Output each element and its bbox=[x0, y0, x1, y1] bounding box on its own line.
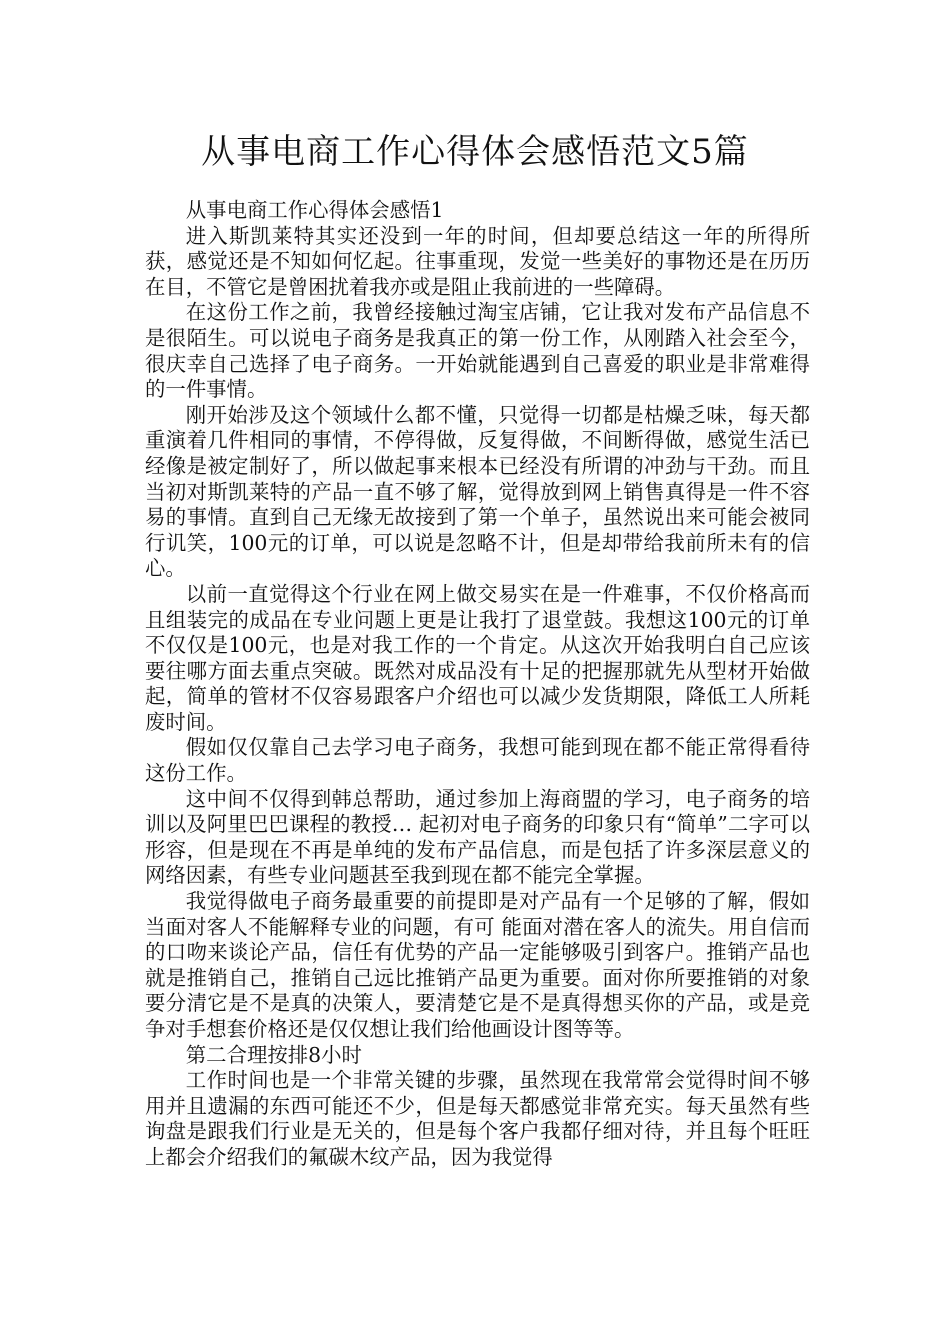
document-body bbox=[145, 198, 810, 1171]
paragraph: 以前一直觉得这个行业在网上做交易实在是一件难事，不仅价格高而且组装完的成品在专业问题上更是让我打了退堂鼓。我想这100元的订单不仅仅是100元，也是对我工作的一个肯定。从这次开始我明白自己应该要往哪方面去重点突破。既然对成品没有十足的把握那就先从型材开始做起，简单的管材不仅容易跟客户介绍也可以减少发货期限，降低工人所耗废时间。 bbox=[145, 581, 810, 734]
paragraph: 假如仅仅靠自己去学习电子商务，我想可能到现在都不能正常得看待这份工作。 bbox=[145, 735, 810, 786]
section-heading: 从事电商工作心得体会感悟1 bbox=[185, 198, 444, 222]
document-title: 从事电商工作心得体会感悟范文5篇 bbox=[201, 132, 749, 172]
paragraph: 刚开始涉及这个领域什么都不懂，只觉得一切都是枯燥乏味，每天都重演着几件相同的事情，不停得做，反复得做，不间断得做，感觉生活已经像是被定制好了，所以做起事来根本已经没有所谓的冲劲与干劲。而且当初对斯凯莱特的产品一直不够了解，觉得放到网上销售真得是一件不容易的事情。直到自己无缘无故接到了第一个单子，虽然说出来可能会被同行讥笑，100元的订单，可以说是忽略不计，但是却带给我前所未有的信心。 bbox=[145, 402, 810, 581]
paragraph: 这中间不仅得到韩总帮助，通过参加上海商盟的学习，电子商务的培训以及阿里巴巴课程的教授… 起初对电子商务的印象只有“简单”二字可以形容，但是现在不再是单纯的发布产品信息，而是包括了许多深层意义的网络因素，有些专业问题甚至我到现在都不能完全掌握。 bbox=[145, 786, 810, 888]
paragraph: 在这份工作之前，我曾经接触过淘宝店铺，它让我对发布产品信息不是很陌生。可以说电子商务是我真正的第一份工作，从刚踏入社会至今，很庆幸自己选择了电子商务。一开始就能遇到自己喜爱的职业是非常难得的一件事情。 bbox=[145, 300, 810, 402]
paragraph: 进入斯凯莱特其实还没到一年的时间，但却要总结这一年的所得所获，感觉还是不知如何忆起。往事重现，发觉一些美好的事物还是在历历在目，不管它是曾困扰着我亦或是阻止我前进的一些障碍。 bbox=[145, 223, 810, 299]
paragraph: 工作时间也是一个非常关键的步骤，虽然现在我常常会觉得时间不够用并且遗漏的东西可能还不少，但是每天都感觉非常充实。每天虽然有些询盘是跟我们行业是无关的，但是每个客户我都仔细对待，并且每个旺旺上都会介绍我们的氟碳木纹产品，因为我觉得 bbox=[145, 1068, 810, 1169]
section-heading: 第二合理按排8小时 bbox=[185, 1042, 362, 1067]
paragraph: 我觉得做电子商务最重要的前提即是对产品有一个足够的了解，假如当面对客人不能解释专业的问题，有可 能面对潜在客人的流失。用自信而的口吻来谈论产品，信任有优势的产品一定能够吸引到客户。推销产品也就是推销自己，推销自己远比推销产品更为重要。面对你所要推销的对象要分清它是不是真的决策人，要清楚它是不是真得想买你的产品，或是竞争对手想套价格还是仅仅想让我们给他画设计图等等。 bbox=[145, 889, 810, 1041]
